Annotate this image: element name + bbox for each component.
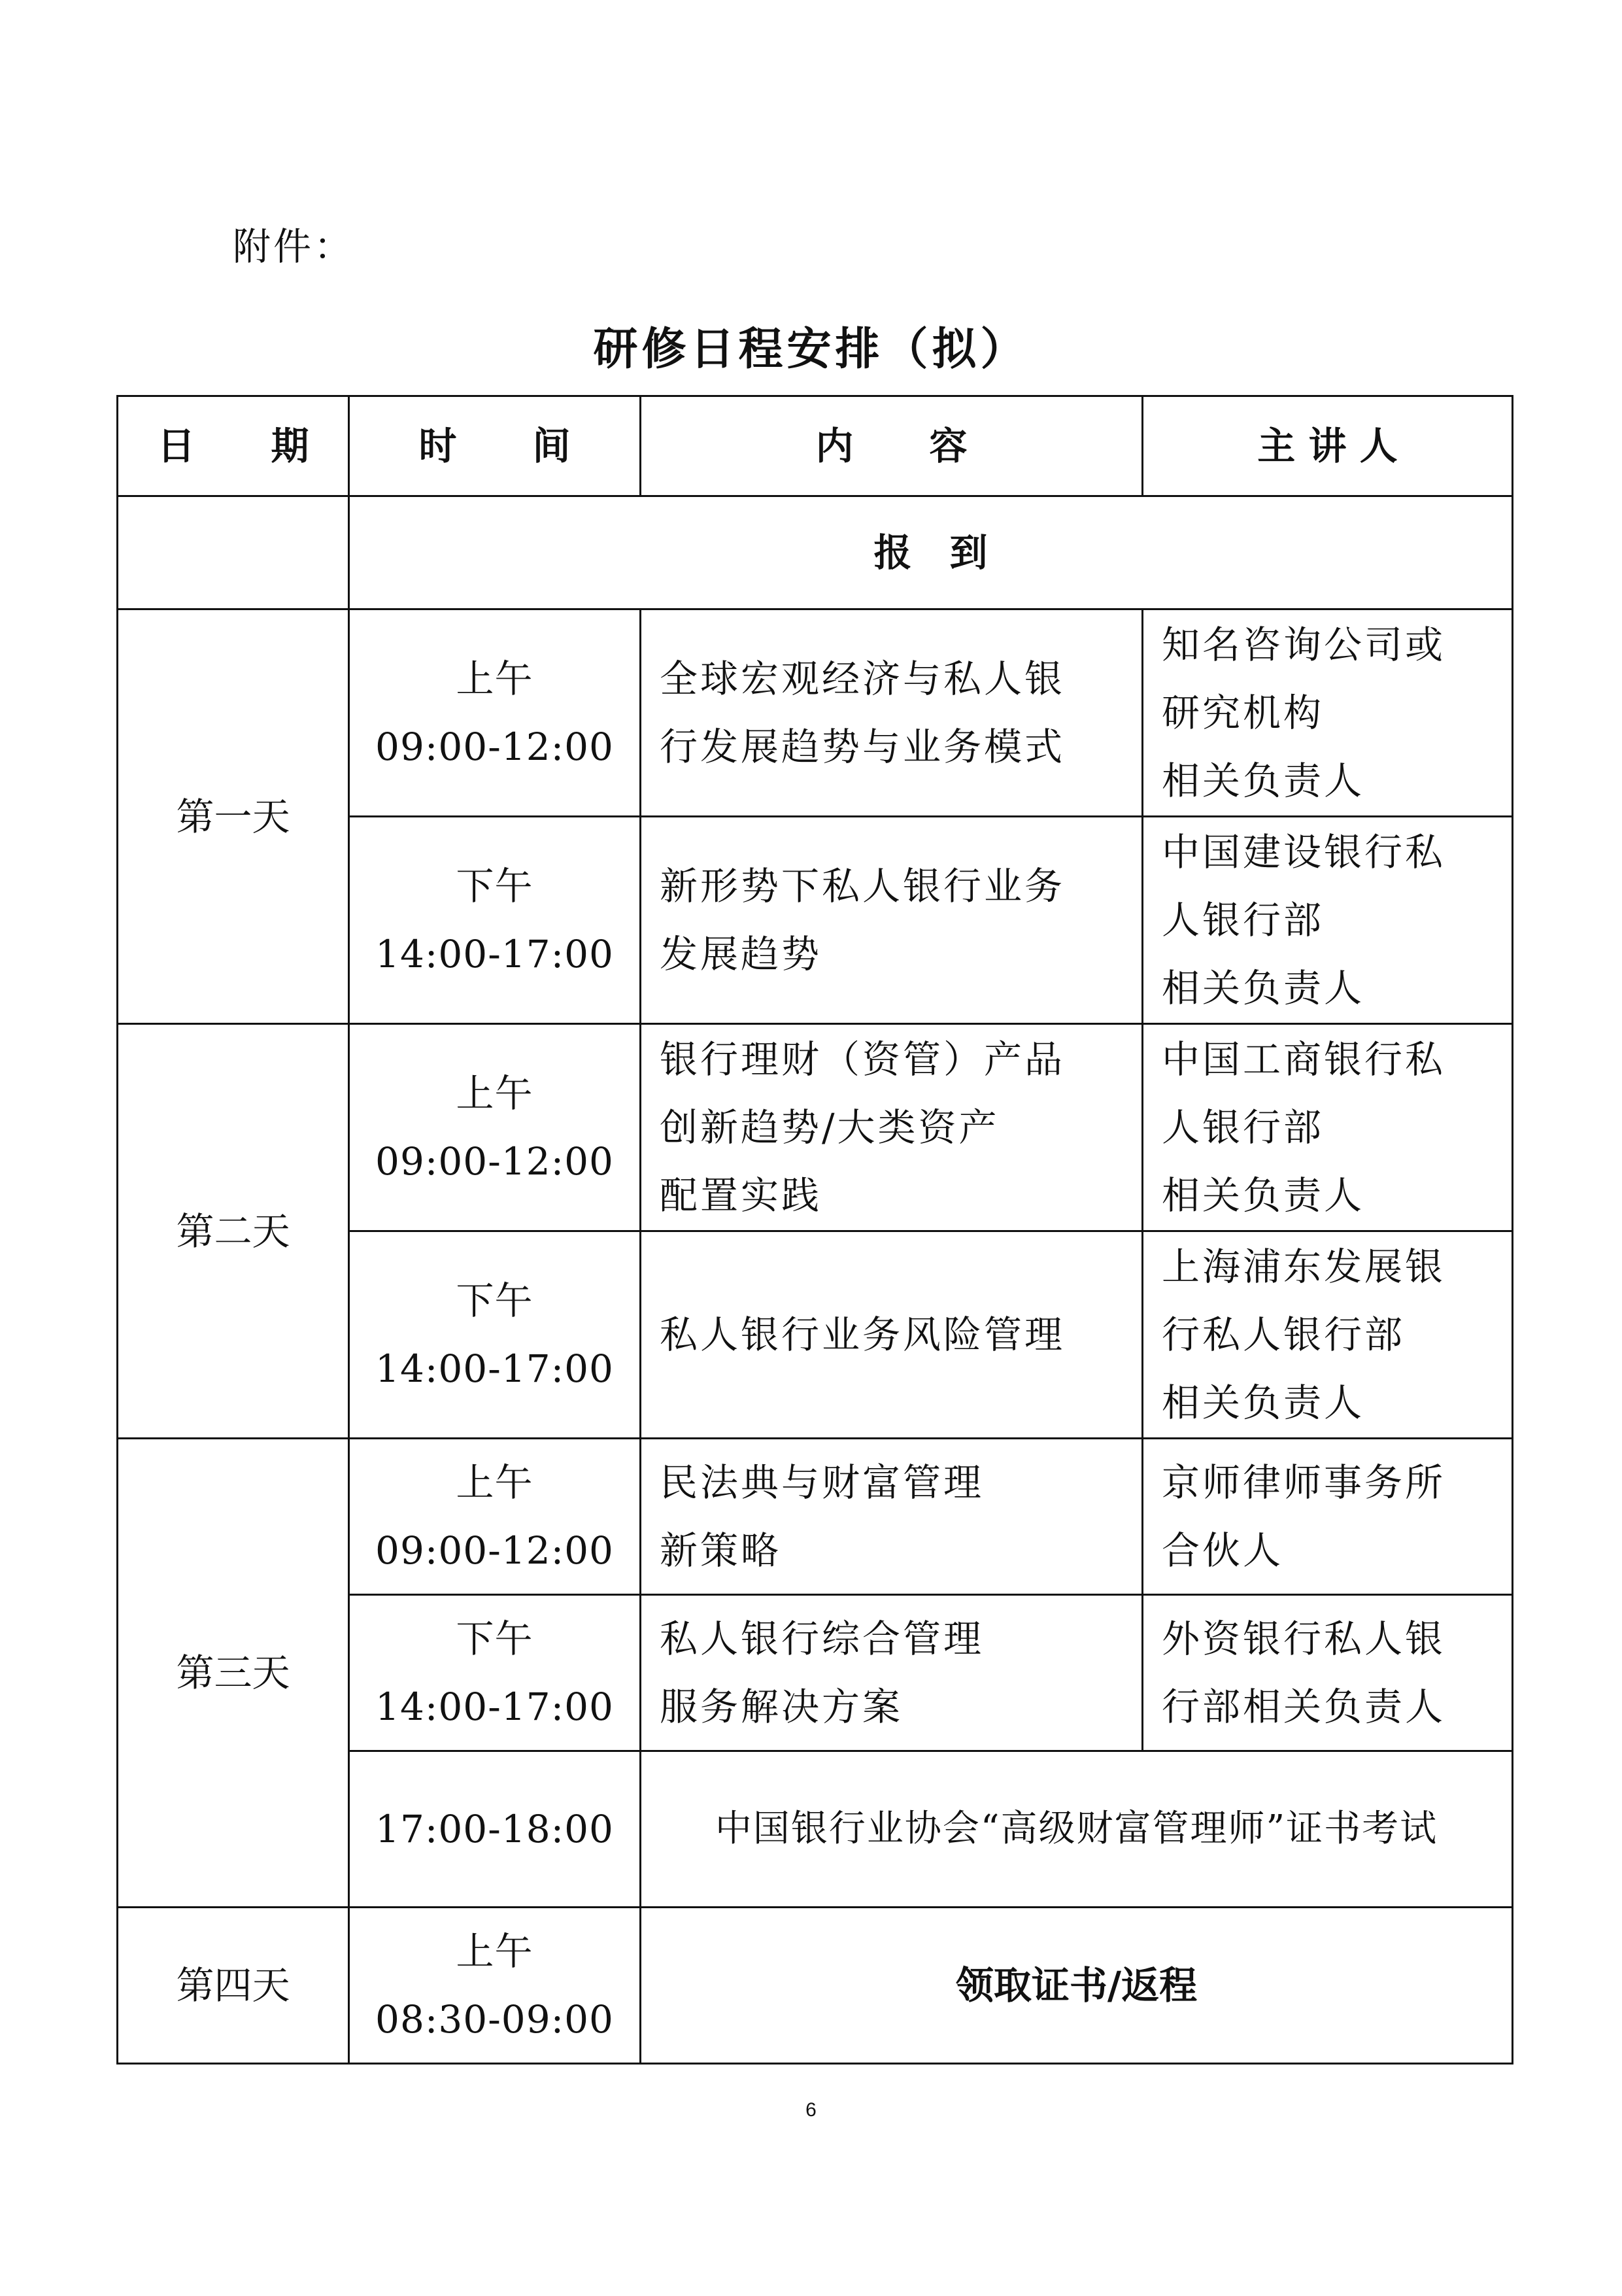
speaker-line: 外资银行私人银 [1162, 1617, 1446, 1661]
speaker-line: 中国工商银行私 [1162, 1037, 1446, 1082]
table-row [118, 609, 1513, 817]
content-line: 行发展趋势与业务模式 [660, 725, 1066, 769]
time-cell [349, 1595, 641, 1751]
period: 上午 [456, 1929, 533, 1974]
schedule-table [116, 395, 1513, 2065]
speaker-line: 相关负责人 [1162, 1380, 1365, 1425]
time-cell [349, 1908, 641, 2064]
speaker-line: 相关负责人 [1162, 759, 1365, 803]
table-row [118, 1908, 1513, 2064]
registration-row [118, 496, 1513, 609]
period: 上午 [456, 1071, 533, 1116]
speaker-line: 研究机构 [1162, 691, 1325, 735]
departure-cell: 领取证书/返程 [641, 1908, 1513, 2064]
speaker-line: 人银行部 [1162, 898, 1325, 942]
speaker-line: 上海浦东发展银 [1162, 1244, 1446, 1289]
period: 下午 [456, 1278, 533, 1323]
content-line: 配置实践 [660, 1173, 822, 1218]
content-line: 民法典与财富管理 [660, 1460, 985, 1505]
table-row [118, 1024, 1513, 1231]
time-range: 14:00-17:00 [375, 1685, 614, 1729]
attachment-label: 附件： [233, 224, 355, 269]
period: 上午 [456, 657, 533, 701]
content-cell [641, 1439, 1143, 1595]
content-line: 新形势下私人银行业务 [660, 864, 1066, 908]
period: 下午 [456, 1617, 533, 1661]
content-line: 服务解决方案 [660, 1685, 904, 1729]
time-cell [349, 1439, 641, 1595]
speaker-line: 相关负责人 [1162, 1173, 1365, 1218]
speaker-line: 中国建设银行私 [1162, 830, 1446, 874]
speaker-line: 合伙人 [1162, 1528, 1284, 1573]
table-row [118, 1439, 1513, 1595]
time-cell [349, 609, 641, 817]
time-range: 09:00-12:00 [375, 1139, 614, 1184]
period: 上午 [456, 1460, 533, 1505]
time-range: 14:00-17:00 [375, 1346, 614, 1391]
speaker-line: 人银行部 [1162, 1105, 1325, 1150]
content-cell [641, 817, 1143, 1024]
content-cell [641, 1595, 1143, 1751]
speaker-line: 相关负责人 [1162, 966, 1365, 1010]
speaker-cell [1143, 817, 1513, 1024]
time-range: 14:00-17:00 [375, 932, 614, 976]
speaker-line: 行私人银行部 [1162, 1312, 1406, 1357]
time-range: 09:00-12:00 [375, 1528, 614, 1573]
exam-cell: 中国银行业协会“高级财富管理师”证书考试 [641, 1751, 1513, 1908]
time-range: 17:00-18:00 [375, 1807, 614, 1851]
document-title: 研修日程安排（拟） [593, 323, 1029, 375]
time-cell [349, 1231, 641, 1439]
speaker-line: 行部相关负责人 [1162, 1685, 1446, 1729]
period: 下午 [456, 864, 533, 908]
registration-date-cell [118, 496, 349, 609]
content-line: 私人银行业务风险管理 [660, 1312, 1066, 1357]
content-line: 银行理财（资管）产品 [660, 1037, 1066, 1082]
time-range: 08:30-09:00 [375, 1997, 614, 2042]
header-date: 日 期 [118, 396, 349, 496]
content-cell [641, 609, 1143, 817]
content-line: 创新趋势/大类资产 [660, 1105, 1000, 1150]
speaker-line: 知名咨询公司或 [1162, 623, 1446, 667]
header-time: 时 间 [349, 396, 641, 496]
day-label: 第四天 [118, 1908, 349, 2064]
speaker-line: 京师律师事务所 [1162, 1460, 1446, 1505]
registration-cell: 报 到 [349, 496, 1513, 609]
speaker-cell [1143, 1231, 1513, 1439]
header-speaker: 主 讲 人 [1143, 396, 1513, 496]
page-number: 6 [805, 2099, 817, 2121]
day-label: 第一天 [118, 609, 349, 1024]
content-line: 私人银行综合管理 [660, 1617, 985, 1661]
time-cell [349, 1751, 641, 1908]
content-cell [641, 1231, 1143, 1439]
speaker-cell [1143, 1595, 1513, 1751]
time-cell [349, 1024, 641, 1231]
day-label: 第二天 [118, 1024, 349, 1439]
speaker-cell [1143, 1024, 1513, 1231]
content-line: 发展趋势 [660, 932, 822, 976]
time-cell [349, 817, 641, 1024]
header-content: 内 容 [641, 396, 1143, 496]
content-cell [641, 1024, 1143, 1231]
speaker-cell [1143, 609, 1513, 817]
content-line: 全球宏观经济与私人银 [660, 657, 1066, 701]
speaker-cell [1143, 1439, 1513, 1595]
day-label: 第三天 [118, 1439, 349, 1908]
content-line: 新策略 [660, 1528, 782, 1573]
table-header-row [118, 396, 1513, 496]
time-range: 09:00-12:00 [375, 725, 614, 769]
